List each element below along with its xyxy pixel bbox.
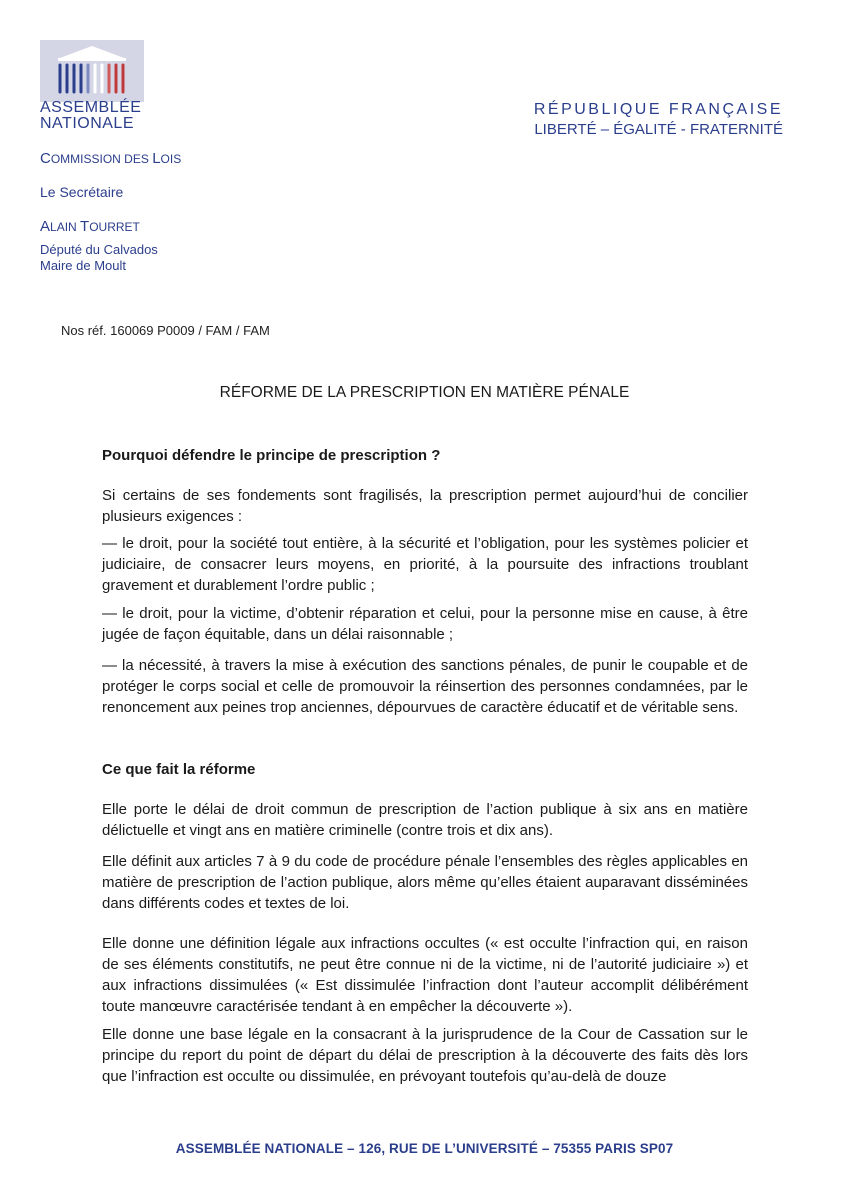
reference-number: Nos réf. 160069 P0009 / FAM / FAM [61, 323, 270, 338]
section2-para-4: Elle donne une base légale en la consacrant à la jurisprudence de la Cour de Cassation sur le principe du report du point de départ du délai de prescription à la découverte des faits dès lors que l’infraction est occulte ou dissimulée, en prévoyant toutefois qu’au-delà de douze [102, 1026, 748, 1085]
sender-title-1: Député du Calvados [40, 242, 158, 257]
sender-title-2: Maire de Moult [40, 258, 126, 273]
page-footer-address: ASSEMBLÉE NATIONALE – 126, RUE DE L’UNIVERSITÉ – 75355 PARIS SP07 [175, 1141, 674, 1156]
republic-title: RÉPUBLIQUE FRANÇAISE [533, 101, 783, 118]
parliament-building-icon [40, 40, 144, 102]
sender-titles [40, 242, 158, 274]
republic-header [534, 100, 783, 140]
section1-item-3: — la nécessité, à travers la mise à exécution des sanctions pénales, de punir le coupable et de protéger le corps social et celle de promouvoir la réinsertion des personnes condamnées, par le renoncement aux peines trop anciennes, dépourvues de caractère éducatif et de véritable sens. [102, 657, 748, 716]
sender-role: Le Secrétaire [40, 184, 124, 200]
section2-para-3: Elle donne une définition légale aux infractions occultes (« est occulte l’infraction qui, en raison de ses éléments constitutifs, ne peut être connue ni de la victime, ni de l’autorité judiciaire ») et aux infractions dissimulées (« Est dissimulée l’infraction dont l’auteur accomplit délibérément toute manœuvre caractérisée tendant à en empêcher la découverte »). [102, 935, 748, 1015]
section2-para-1: Elle porte le délai de droit commun de prescription de l’action publique à six ans en matière délictuelle et vingt ans en matière criminelle (contre trois et dix ans). [102, 801, 748, 839]
section1-item-1: — le droit, pour la société tout entière, à la sécurité et l’obligation, pour les systèmes policier et judiciaire, de consacrer leurs moyens, en priorité, à la poursuite des infractions troublant gravement et durablement l’ordre public ; [102, 535, 748, 594]
section2-heading: Ce que fait la réforme [102, 761, 256, 778]
logo-line-1: ASSEMBLÉE [40, 99, 142, 116]
logo-line-2: NATIONALE [40, 115, 134, 132]
section2-para-2: Elle définit aux articles 7 à 9 du code de procédure pénale l’ensembles des règles applicables en matière de prescription de l’action publique, alors même qu’elles étaient auparavant disséminées dans différents codes et textes de loi. [102, 853, 748, 912]
sender-name: ALAIN TOURRET [40, 218, 140, 235]
logo-wordmark [40, 100, 160, 132]
section1-item-2: — le droit, pour la victime, d’obtenir réparation et celui, pour la personne mise en cause, à être jugée de façon équitable, dans un délai raisonnable ; [102, 605, 748, 643]
section1-intro: Si certains de ses fondements sont fragilisés, la prescription permet aujourd’hui de concilier plusieurs exigences : [102, 487, 748, 525]
section1-heading: Pourquoi défendre le principe de prescription ? [102, 447, 441, 464]
document-title: RÉFORME DE LA PRESCRIPTION EN MATIÈRE PÉNALE [219, 384, 630, 401]
republic-motto: LIBERTÉ – ÉGALITÉ - FRATERNITÉ [534, 121, 783, 138]
commission-name: COMMISSION DES LOIS [40, 150, 182, 167]
